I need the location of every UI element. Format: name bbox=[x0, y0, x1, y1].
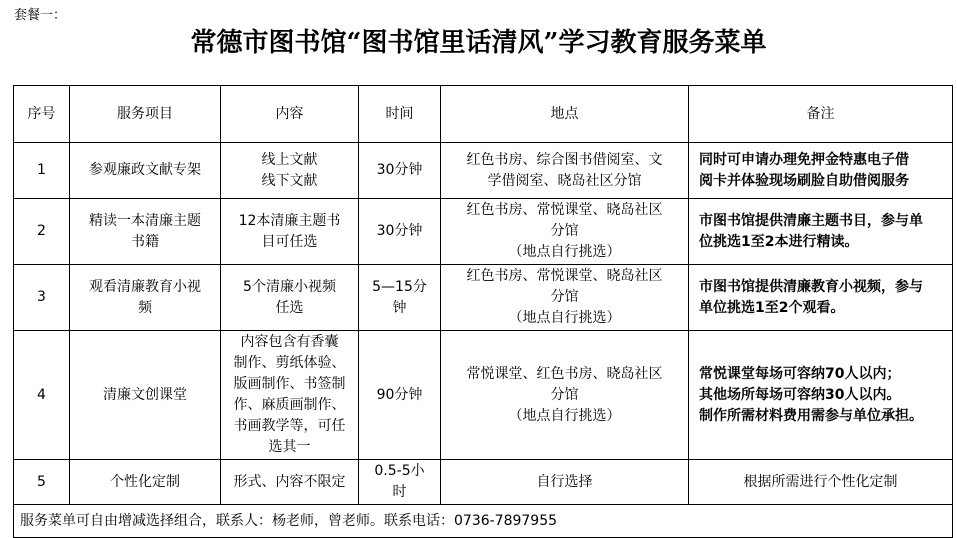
table-row bbox=[14, 331, 953, 460]
table-row bbox=[14, 199, 953, 265]
row-index: 2 bbox=[14, 199, 70, 265]
location-line: （地点自行挑选） bbox=[508, 310, 621, 326]
table-row bbox=[14, 265, 953, 331]
content-line: 线上文献 bbox=[261, 151, 318, 168]
row-location bbox=[441, 265, 689, 331]
location-line: 学借阅室、晓岛社区分馆 bbox=[487, 172, 642, 189]
location-line: 分馆 bbox=[550, 223, 579, 239]
row-remarks bbox=[689, 143, 953, 199]
row-time: 30分钟 bbox=[359, 199, 441, 265]
row-item: 清廉文创课堂 bbox=[70, 331, 221, 460]
row-time: 90分钟 bbox=[359, 331, 441, 460]
row-index: 4 bbox=[14, 331, 70, 460]
content-line: 目可任选 bbox=[261, 233, 318, 250]
row-time bbox=[359, 460, 441, 505]
header-content: 内容 bbox=[221, 86, 359, 143]
remark-line: 其他场所每场可容纳30人以内。 bbox=[699, 386, 901, 403]
content-line: 版画制作、书签制 bbox=[233, 376, 346, 392]
row-item bbox=[70, 265, 221, 331]
row-content bbox=[221, 199, 359, 265]
item-line: 频 bbox=[138, 299, 152, 316]
location-line: （地点自行挑选） bbox=[508, 407, 621, 424]
content-line: 5个清廉小视频 bbox=[243, 278, 336, 295]
service-menu-table bbox=[13, 85, 953, 538]
location-line: 分馆 bbox=[550, 386, 579, 403]
row-location: 自行选择 bbox=[441, 460, 689, 505]
table-row bbox=[14, 143, 953, 199]
row-location bbox=[441, 143, 689, 199]
row-item: 参观廉政文献专架 bbox=[70, 143, 221, 199]
content-line: 制作、剪纸体验、 bbox=[233, 355, 346, 371]
time-line: 0.5-5小 bbox=[374, 463, 425, 479]
remark-line: 常悦课堂每场可容纳70人以内； bbox=[699, 365, 901, 382]
row-remarks: 根据所需进行个性化定制 bbox=[689, 460, 953, 505]
package-label: 套餐一： bbox=[14, 8, 67, 23]
location-line: 红色书房、常悦课堂、晓岛社区 bbox=[466, 268, 663, 284]
row-location bbox=[441, 199, 689, 265]
header-remarks: 备注 bbox=[689, 86, 953, 143]
header-item: 服务项目 bbox=[70, 86, 221, 143]
location-line: 常悦课堂、红色书房、晓岛社区 bbox=[466, 365, 663, 382]
row-item bbox=[70, 199, 221, 265]
row-content: 形式、内容不限定 bbox=[221, 460, 359, 505]
row-remarks bbox=[689, 199, 953, 265]
table-row bbox=[14, 460, 953, 505]
item-line: 书籍 bbox=[131, 233, 159, 250]
row-item: 个性化定制 bbox=[70, 460, 221, 505]
header-location: 地点 bbox=[441, 86, 689, 143]
row-index: 5 bbox=[14, 460, 70, 505]
header-time: 时间 bbox=[359, 86, 441, 143]
location-line: （地点自行挑选） bbox=[508, 244, 621, 260]
content-line: 线下文献 bbox=[261, 172, 318, 189]
document-title: 常德市图书馆“图书馆里话清风”学习教育服务菜单 bbox=[190, 28, 767, 58]
row-time: 30分钟 bbox=[359, 143, 441, 199]
row-content bbox=[221, 331, 359, 460]
content-line: 12本清廉主题书 bbox=[238, 212, 341, 229]
location-line: 分馆 bbox=[550, 289, 579, 305]
content-line: 内容包含有香囊 bbox=[240, 334, 339, 350]
content-line: 选其一 bbox=[268, 439, 311, 455]
row-content bbox=[221, 265, 359, 331]
time-line: 时 bbox=[392, 484, 407, 500]
content-line: 书画教学等，可任 bbox=[233, 418, 346, 434]
item-line: 观看清廉教育小视 bbox=[89, 278, 201, 295]
item-line: 精读一本清廉主题 bbox=[89, 212, 201, 229]
row-remarks bbox=[689, 331, 953, 460]
remark-line: 同时可申请办理免押金特惠电子借 bbox=[699, 151, 909, 168]
remark-line: 位挑选1至2本进行精读。 bbox=[699, 233, 859, 250]
remark-line: 单位挑选1至2个观看。 bbox=[699, 299, 845, 316]
row-index: 3 bbox=[14, 265, 70, 331]
remark-line: 市图书馆提供清廉教育小视频，参与 bbox=[699, 278, 923, 295]
remark-line: 制作所需材料费用需参与单位承担。 bbox=[699, 407, 923, 424]
row-location bbox=[441, 331, 689, 460]
remark-line: 市图书馆提供清廉主题书目，参与单 bbox=[699, 212, 923, 229]
table-footer-row bbox=[14, 505, 953, 538]
row-remarks bbox=[689, 265, 953, 331]
remark-line: 阅卡并体验现场刷脸自助借阅服务 bbox=[699, 172, 909, 189]
location-line: 红色书房、综合图书借阅室、文 bbox=[466, 151, 663, 168]
time-line: 钟 bbox=[392, 299, 407, 316]
table-header-row bbox=[14, 86, 953, 143]
location-line: 红色书房、常悦课堂、晓岛社区 bbox=[466, 202, 663, 218]
row-time bbox=[359, 265, 441, 331]
header-index: 序号 bbox=[14, 86, 70, 143]
content-line: 作、麻质画制作、 bbox=[233, 397, 346, 413]
time-line: 5—15分 bbox=[372, 278, 427, 295]
row-content bbox=[221, 143, 359, 199]
row-index: 1 bbox=[14, 143, 70, 199]
contact-footer: 服务菜单可自由增减选择组合，联系人：杨老师，曾老师。联系电话：0736-7897955 bbox=[14, 505, 953, 538]
content-line: 任选 bbox=[275, 299, 304, 316]
